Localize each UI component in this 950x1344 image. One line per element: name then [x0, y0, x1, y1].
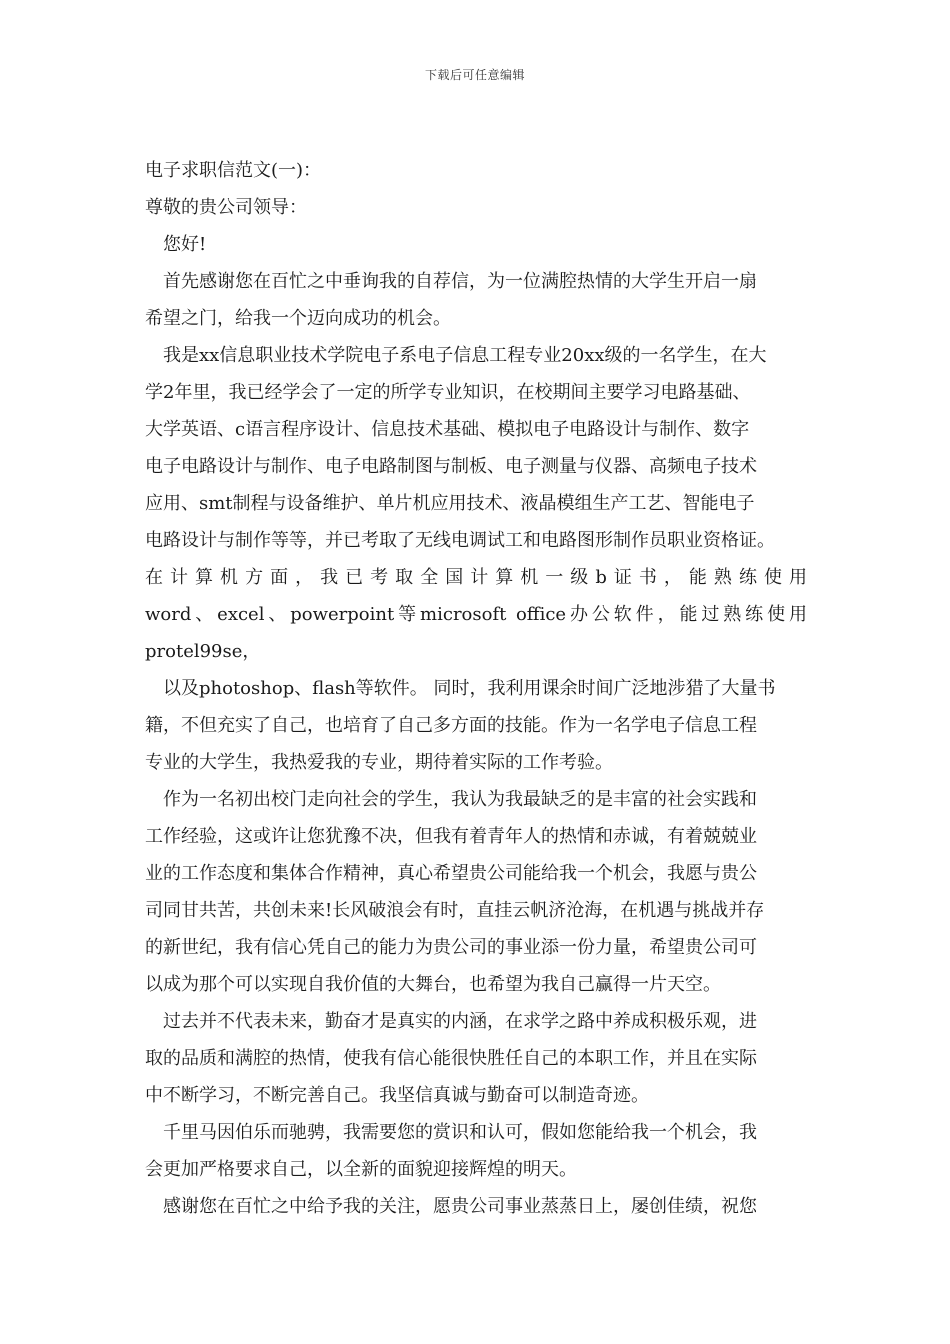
paragraph-line: 大学英语、c语言程序设计、信息技术基础、模拟电子电路设计与制作、数字	[145, 419, 750, 440]
letter-body	[145, 152, 807, 1225]
paragraph-line: 取的品质和满腔的热情，使我有信心能很快胜任自己的本职工作，并且在实际	[145, 1048, 757, 1069]
paragraph-line: 电路设计与制作等等，并已考取了无线电调试工和电路图形制作员职业资格证。	[145, 530, 775, 551]
paragraph-line: protel99se，	[145, 641, 261, 662]
letter-salutation: 尊敬的贵公司领导：	[145, 197, 307, 218]
page-header: 下载后可任意编辑	[424, 68, 525, 82]
paragraph-line: word、excel、powerpoint等microsoft office办公软件，能过熟练使用	[145, 604, 807, 625]
paragraph-line: 千里马因伯乐而驰骋，我需要您的赏识和认可，假如您能给我一个机会，我	[163, 1122, 757, 1143]
paragraph-line: 以成为那个可以实现自我价值的大舞台，也希望为我自己赢得一片天空。	[145, 974, 721, 995]
letter-title: 电子求职信范文(一)：	[145, 160, 322, 181]
paragraph-line: 籍，不但充实了自己，也培育了自己多方面的技能。作为一名学电子信息工程	[145, 715, 757, 736]
paragraph-line: 我是xx信息职业技术学院电子系电子信息工程专业20xx级的一名学生，在大	[163, 345, 767, 366]
paragraph-line: 希望之门，给我一个迈向成功的机会。	[145, 308, 451, 329]
paragraph-line: 会更加严格要求自己，以全新的面貌迎接辉煌的明天。	[145, 1159, 577, 1180]
paragraph-line: 专业的大学生，我热爱我的专业，期待着实际的工作考验。	[145, 752, 613, 773]
paragraph-line: 感谢您在百忙之中给予我的关注，愿贵公司事业蒸蒸日上，屡创佳绩，祝您	[163, 1196, 757, 1217]
paragraph-line: 过去并不代表未来，勤奋才是真实的内涵，在求学之路中养成积极乐观，进	[163, 1011, 757, 1032]
paragraph-line: 司同甘共苦，共创未来!长风破浪会有时，直挂云帆济沧海，在机遇与挑战并存	[145, 900, 765, 921]
paragraph-line: 的新世纪，我有信心凭自己的能力为贵公司的事业添一份力量，希望贵公司可	[145, 937, 757, 958]
paragraph-line: 作为一名初出校门走向社会的学生，我认为我最缺乏的是丰富的社会实践和	[163, 789, 757, 810]
paragraph-line: 业的工作态度和集体合作精神，真心希望贵公司能给我一个机会，我愿与贵公	[145, 863, 757, 884]
paragraph-line: 在计算机方面，我已考取全国计算机一级b证书，能熟练使用	[145, 567, 807, 588]
paragraph-line: 首先感谢您在百忙之中垂询我的自荐信，为一位满腔热情的大学生开启一扇	[163, 271, 757, 292]
paragraph-line: 电子电路设计与制作、电子电路制图与制板、电子测量与仪器、高频电子技术	[145, 456, 757, 477]
paragraph-line: 学2年里，我已经学会了一定的所学专业知识，在校期间主要学习电路基础、	[145, 382, 751, 403]
letter-greeting: 您好!	[163, 234, 207, 255]
paragraph-line: 工作经验，这或许让您犹豫不决，但我有着青年人的热情和赤诚，有着兢兢业	[145, 826, 757, 847]
paragraph-line: 应用、smt制程与设备维护、单片机应用技术、液晶模组生产工艺、智能电子	[145, 493, 755, 514]
paragraph-line: 以及photoshop、flash等软件。 同时，我利用课余时间广泛地涉猎了大量书	[163, 678, 776, 699]
paragraph-line: 中不断学习，不断完善自己。我坚信真诚与勤奋可以制造奇迹。	[145, 1085, 649, 1106]
